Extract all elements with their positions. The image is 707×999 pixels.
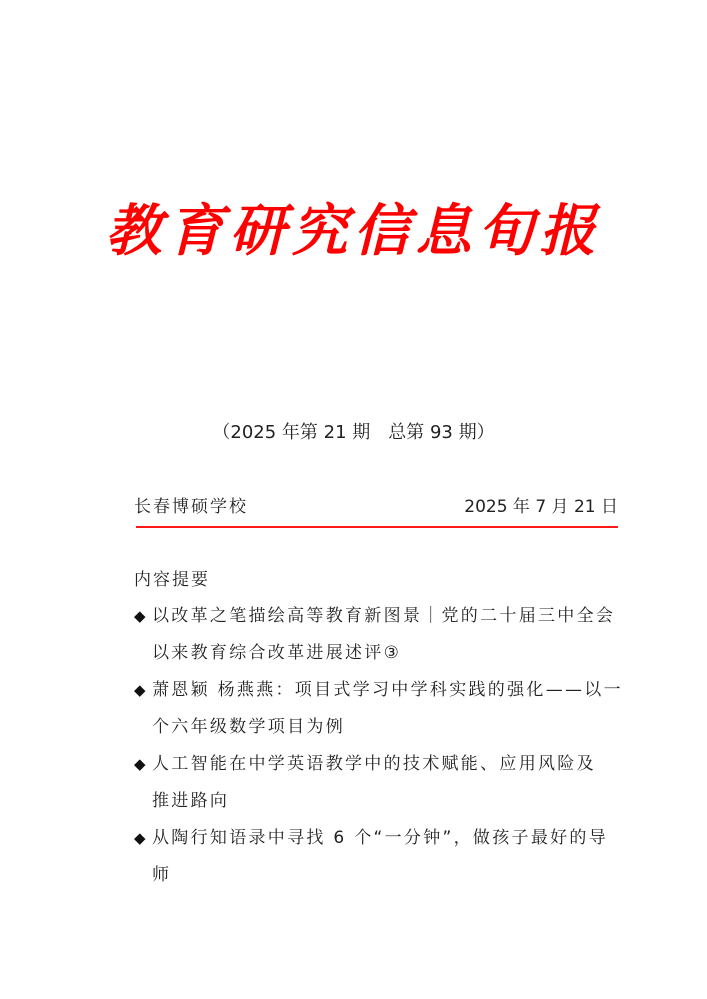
summary-item-line: 从陶行知语录中寻找 6 个“一分钟”，做孩子最好的导师 — [152, 828, 609, 885]
summary-item-line: 萧恩颖 杨燕燕：项目式学习中学科实践的强化——以一 — [152, 680, 623, 700]
diamond-bullet-icon: ◆ — [134, 755, 148, 773]
masthead-title: 教育研究信息旬报 — [105, 198, 602, 264]
issue-number: （2025 年第 21 期 总第 93 期） — [212, 422, 495, 443]
summary-item — [134, 820, 624, 894]
summary-item-line: 人工智能在中学英语教学中的技术赋能、应用风险及 — [152, 754, 596, 774]
summary-item-line: 个六年级数学项目为例 — [152, 717, 345, 737]
summary-item — [134, 672, 624, 746]
diamond-bullet-icon: ◆ — [134, 607, 148, 625]
summary-item-line: 以来教育综合改革进展述评③ — [152, 643, 402, 663]
publication-date: 2025 年 7 月 21 日 — [464, 497, 618, 517]
school-name: 长春博硕学校 — [134, 497, 248, 517]
red-divider — [136, 526, 618, 528]
summary-item — [134, 598, 624, 672]
summary-item — [134, 746, 624, 820]
contents-summary — [134, 566, 624, 894]
diamond-bullet-icon: ◆ — [134, 681, 148, 699]
summary-item-line: 以改革之笔描绘高等教育新图景｜党的二十届三中全会 — [152, 606, 616, 626]
publication-meta — [134, 494, 618, 520]
summary-heading: 内容提要 — [134, 570, 210, 590]
summary-item-line: 推进路向 — [152, 791, 230, 811]
diamond-bullet-icon: ◆ — [134, 829, 148, 847]
